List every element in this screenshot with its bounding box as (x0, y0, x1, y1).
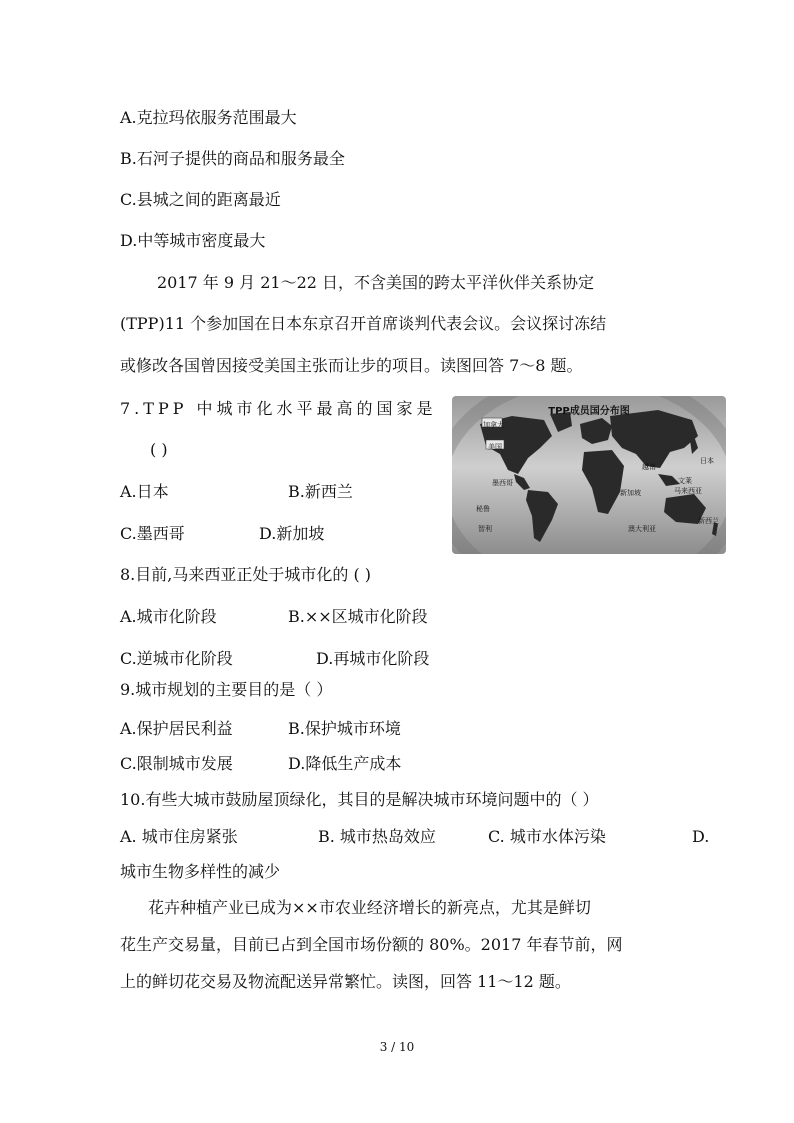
map-label-singapore: 新加坡 (620, 489, 641, 497)
q7-option-d: D.新加坡 (259, 524, 325, 543)
africa-shape (582, 450, 624, 514)
map-label-new-zealand: 新西兰 (698, 517, 719, 525)
q7-option-b: B.新西兰 (288, 482, 353, 501)
passage2-line2: 花生产交易量，目前已占到全国市场份额的 80%。2017 年春节前，网 (120, 935, 623, 954)
passage2-line3: 上的鲜切花交易及物流配送异常繁忙。读图，回答 11～12 题。 (120, 972, 571, 991)
q7-option-c: C.墨西哥 (120, 524, 185, 543)
q9-stem: 9.城市规划的主要目的是（ ） (120, 680, 333, 699)
passage1-line2: (TPP)11 个参加国在日本东京召开首席谈判代表会议。会议探讨冻结 (120, 314, 607, 333)
asia-shape (610, 410, 698, 468)
q8-option-a: A.城市化阶段 (120, 607, 217, 626)
map-label-brunei: 文莱 (678, 477, 692, 485)
q6-option-a: A.克拉玛依服务范围最大 (120, 108, 297, 127)
map-label-vietnam: 越南 (642, 463, 656, 471)
q6-option-c: C.县城之间的距离最近 (120, 190, 281, 209)
q6-option-d: D.中等城市密度最大 (120, 231, 266, 250)
q10-option-c: C. 城市水体污染 (488, 827, 606, 846)
q10-option-a: A. 城市住房紧张 (120, 827, 238, 846)
map-label-mexico: 墨西哥 (492, 479, 513, 487)
map-label-peru: 秘鲁 (476, 505, 490, 513)
tpp-map-figure (452, 396, 726, 554)
map-title: TPP成员国分布图 (548, 406, 630, 417)
q9-option-c: C.限制城市发展 (120, 754, 233, 773)
q10-option-d-prefix: D. (692, 827, 710, 846)
q7-paren: ( ) (150, 440, 168, 459)
q10-option-b: B. 城市热岛效应 (318, 827, 436, 846)
q7-stem: 7.TPP 中城市化水平最高的国家是 (120, 399, 437, 418)
q8-option-b: B.××区城市化阶段 (288, 607, 428, 626)
page-number: 3 / 10 (379, 1040, 415, 1054)
q10-stem: 10.有些大城市鼓励屋顶绿化，其目的是解决城市环境问题中的（ ） (120, 790, 599, 809)
map-label-chile: 智利 (478, 525, 492, 533)
europe-shape (580, 418, 612, 444)
q8-option-c: C.逆城市化阶段 (120, 649, 233, 668)
south-america-shape (526, 490, 558, 542)
q9-option-b: B.保护城市环境 (288, 719, 401, 738)
map-label-malaysia: 马来西亚 (674, 487, 702, 495)
q7-option-a: A.日本 (120, 482, 169, 501)
passage1-line1: 2017 年 9 月 21～22 日，不含美国的跨太平洋伙伴关系协定 (157, 273, 595, 292)
q6-option-b: B.石河子提供的商品和服务最全 (120, 149, 345, 168)
passage1-line3: 或修改各国曾因接受美国主张而让步的项目。读图回答 7～8 题。 (120, 356, 583, 375)
map-label-japan: 日本 (700, 457, 714, 465)
map-label-usa: 美国 (488, 443, 502, 451)
q9-option-a: A.保护居民利益 (120, 719, 233, 738)
passage2-line1: 花卉种植产业已成为××市农业经济增长的新亮点，尤其是鲜切 (148, 898, 591, 917)
q10-option-d-text: 城市生物多样性的减少 (120, 862, 281, 881)
q8-stem: 8.目前,马来西亚正处于城市化的 ( ) (120, 565, 372, 584)
map-label-australia: 澳大利亚 (628, 525, 656, 533)
q9-option-d: D.降低生产成本 (288, 754, 402, 773)
q8-option-d: D.再城市化阶段 (316, 649, 430, 668)
map-label-canada: 加拿大 (483, 421, 504, 429)
